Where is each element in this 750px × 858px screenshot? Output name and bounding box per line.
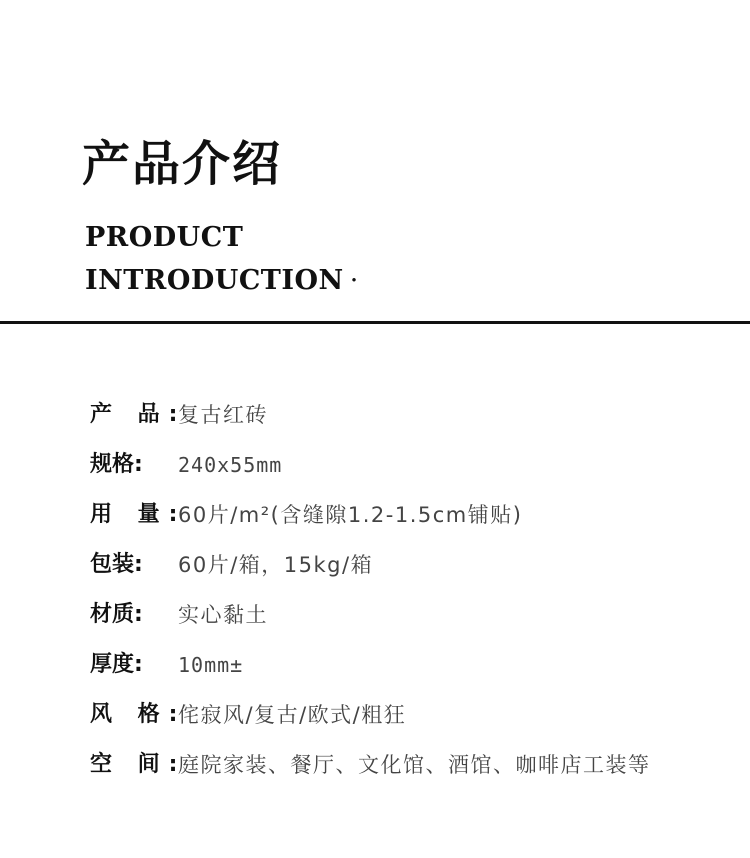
- spec-value-usage: 60片/m²(含缝隙1.2-1.5cm铺贴): [178, 503, 523, 527]
- spec-value-style: 侘寂风/复古/欧式/粗狂: [178, 703, 407, 727]
- page-title-en-text: INTRODUCTION: [85, 265, 344, 296]
- title-dot: ·: [349, 265, 359, 296]
- spec-value-thickness: 10mm±: [178, 653, 244, 677]
- spec-label-material: 材质:: [90, 602, 143, 627]
- spec-label-size: 规格:: [90, 452, 143, 477]
- spec-value-product: 复古红砖: [178, 403, 268, 427]
- spec-label-space: 空 间:: [90, 752, 187, 777]
- page-title-en-line1: PRODUCT: [85, 222, 244, 253]
- spec-list: [90, 398, 740, 798]
- spec-label-usage: 用 量:: [90, 502, 187, 527]
- spec-label-thickness: 厚度:: [90, 652, 143, 677]
- spec-row-material: [90, 598, 740, 648]
- spec-row-size: [90, 448, 740, 498]
- spec-value-space: 庭院家装、餐厅、文化馆、酒馆、咖啡店工装等: [178, 753, 651, 777]
- spec-row-space: [90, 748, 740, 798]
- spec-row-thickness: [90, 648, 740, 698]
- divider: [0, 321, 750, 324]
- page-title-cn: 产品介绍: [82, 136, 283, 192]
- spec-label-style: 风 格:: [90, 702, 187, 727]
- spec-value-material: 实心黏土: [178, 603, 268, 627]
- spec-row-style: [90, 698, 740, 748]
- spec-value-size: 240x55mm: [178, 453, 283, 477]
- spec-label-packaging: 包装:: [90, 552, 143, 577]
- page-title-en-line2: [85, 267, 359, 294]
- spec-row-packaging: [90, 548, 740, 598]
- spec-row-product: [90, 398, 740, 448]
- spec-value-packaging: 60片/箱，15kg/箱: [178, 553, 374, 577]
- spec-row-usage: [90, 498, 740, 548]
- spec-label-product: 产 品:: [90, 402, 187, 427]
